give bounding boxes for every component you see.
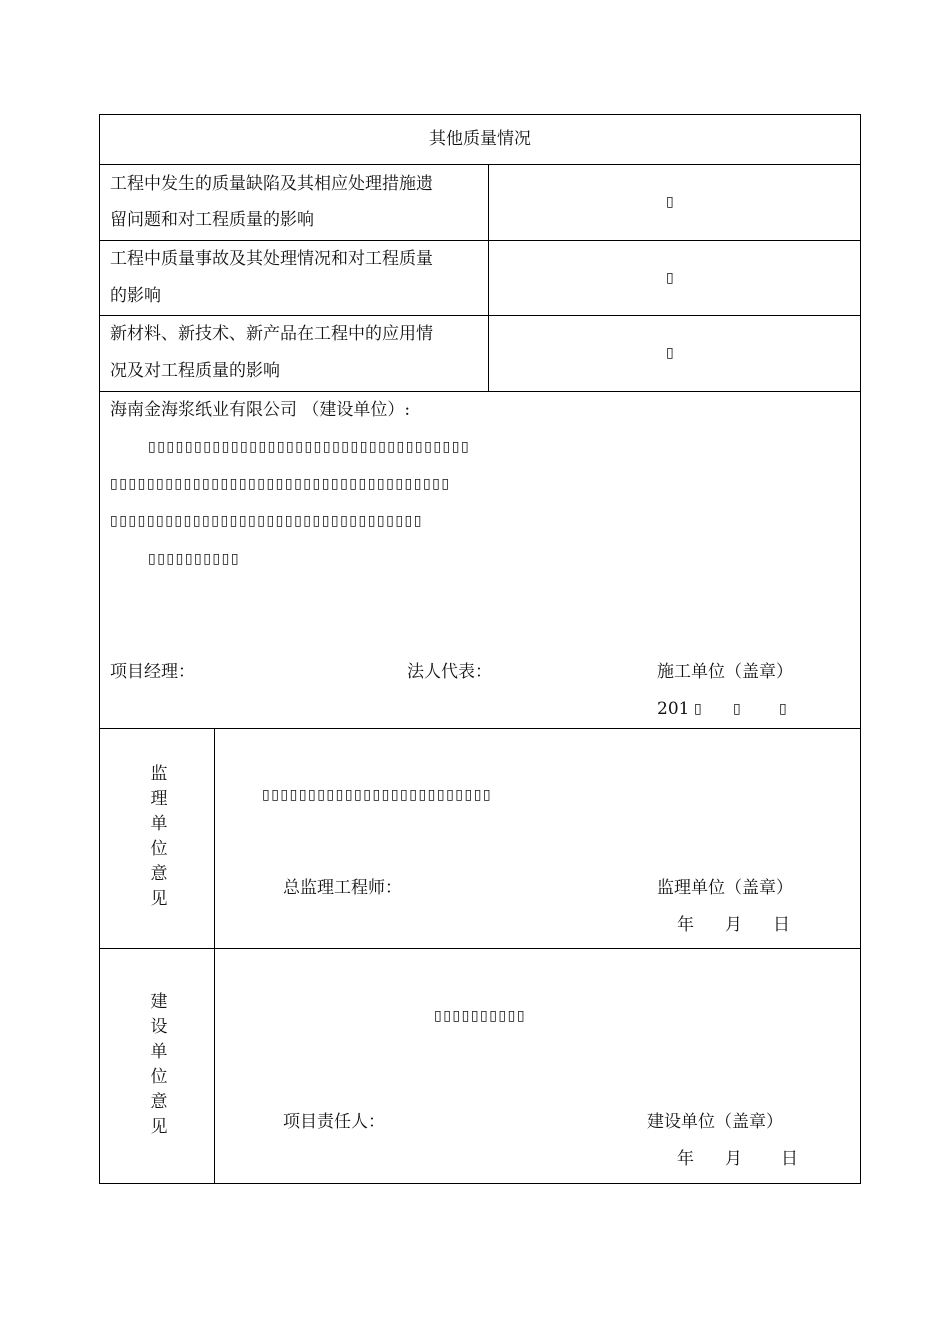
chief-engineer-label: 总监理工程师： [283,878,402,898]
row-label-line1: 工程中质量事故及其处理情况和对工程质量 [110,249,433,269]
placeholder-line: ▯▯▯▯▯▯▯▯▯▯▯▯▯▯▯▯▯▯▯▯▯▯▯▯▯▯▯▯▯▯▯▯▯▯▯ [148,439,471,455]
divider [488,164,489,391]
addressee: 海南金海浆纸业有限公司 （建设单位）: [110,400,411,420]
quality-form [99,114,861,1184]
date-month-label: 月 [725,915,742,935]
responsible-person-label: 项目责任人： [283,1112,385,1132]
owner-seal-label: 建设单位（盖章） [647,1112,783,1132]
date-mark: ▯ [694,701,704,717]
date-mark: ▯ [733,701,743,717]
placeholder-line: ▯▯▯▯▯▯▯▯▯▯▯▯▯▯▯▯▯▯▯▯▯▯▯▯▯▯▯▯▯▯▯▯▯▯ [110,513,423,529]
divider [100,315,860,316]
row-value-field[interactable]: ▯ [666,270,676,286]
date-day-label: 日 [781,1149,798,1169]
date-year-label: 年 [677,915,694,935]
row-value-field[interactable]: ▯ [666,194,676,210]
divider [100,391,860,392]
form-title: 其他质量情况 [429,129,531,149]
date-year: 201 [657,699,690,719]
date-month-label: 月 [725,1149,742,1169]
supervision-side-label: 监 理 单 位 意 见 [150,764,168,909]
row-value-field[interactable]: ▯ [666,345,676,361]
placeholder-line: ▯▯▯▯▯▯▯▯▯▯▯▯▯▯▯▯▯▯▯▯▯▯▯▯▯▯▯▯▯▯▯▯▯▯▯▯▯ [110,476,451,492]
divider [214,728,215,1183]
date-mark: ▯ [779,701,789,717]
legal-rep-label: 法人代表： [407,662,492,682]
date-day-label: 日 [773,915,790,935]
project-manager-label: 项目经理： [110,662,195,682]
placeholder-line: ▯▯▯▯▯▯▯▯▯▯ [148,551,241,567]
row-label-line2: 况及对工程质量的影响 [110,361,280,381]
owner-side-label: 建 设 单 位 意 见 [150,992,168,1137]
row-label-line2: 留问题和对工程质量的影响 [110,210,314,230]
row-label-line1: 工程中发生的质量缺陷及其相应处理措施遗 [110,174,433,194]
supervision-opinion-field[interactable]: ▯▯▯▯▯▯▯▯▯▯▯▯▯▯▯▯▯▯▯▯▯▯▯▯▯ [262,787,493,803]
date-year-label: 年 [677,1149,694,1169]
row-label-line1: 新材料、新技术、新产品在工程中的应用情 [110,324,433,344]
divider [100,164,860,165]
row-label-line2: 的影响 [110,286,161,306]
divider [100,240,860,241]
supervision-seal-label: 监理单位（盖章） [657,878,793,898]
owner-opinion-field[interactable]: ▯▯▯▯▯▯▯▯▯▯ [434,1008,527,1024]
contractor-seal-label: 施工单位（盖章） [657,662,793,682]
